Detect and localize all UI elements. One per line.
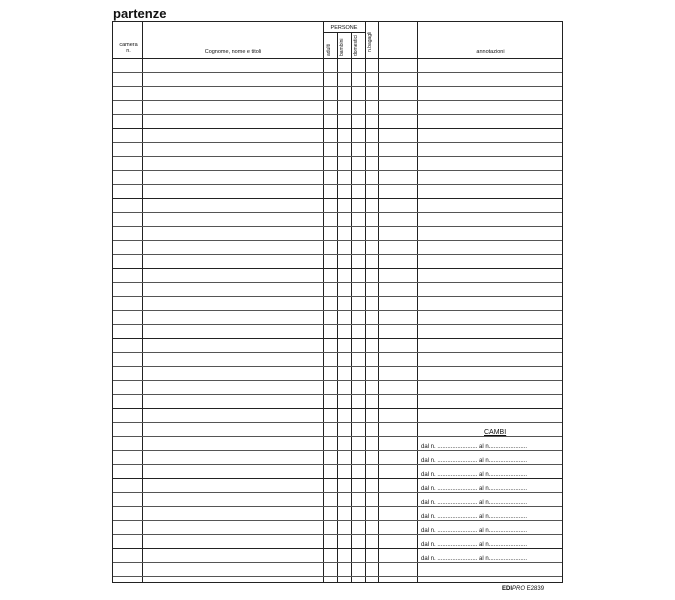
footer-brand-bold: EDI [502, 586, 513, 592]
row-line [113, 562, 562, 563]
row-line [113, 198, 562, 199]
row-line [113, 268, 562, 269]
header-camera-label: camera [119, 42, 138, 48]
row-line [113, 436, 562, 437]
cambi-row: dal n. ........................ al n....................... [421, 514, 528, 520]
row-line [113, 212, 562, 213]
header-bambini: bambini [339, 38, 345, 56]
row-line [113, 296, 562, 297]
row-line [113, 240, 562, 241]
row-line [113, 338, 562, 339]
cambi-row: dal n. ........................ al n....................... [421, 486, 528, 492]
register-table [112, 21, 563, 583]
header-cognome: Cognome, nome e titoli [204, 49, 262, 55]
row-line [113, 352, 562, 353]
row-line [113, 226, 562, 227]
row-line [113, 86, 562, 87]
row-line [113, 254, 562, 255]
row-line [113, 548, 562, 549]
row-line [113, 492, 562, 493]
row-line [113, 366, 562, 367]
header-adulti: adulti [326, 44, 332, 56]
footer-brand [502, 586, 544, 592]
cambi-title: CAMBI [484, 429, 507, 436]
cambi-row: dal n. ........................ al n....................... [421, 556, 528, 562]
column-line [142, 22, 143, 582]
cambi-row: dal n. ........................ al n....................... [421, 458, 528, 464]
row-line [113, 478, 562, 479]
row-line [113, 422, 562, 423]
header-camera [115, 42, 142, 54]
row-line [113, 128, 562, 129]
header-camera-number-label: n. [126, 48, 131, 54]
row-line [113, 380, 562, 381]
cambi-row: dal n. ........................ al n....................... [421, 472, 528, 478]
cambi-row: dal n. ........................ al n....................... [421, 528, 528, 534]
cambi-row: dal n. ........................ al n....................... [421, 444, 528, 450]
row-line [113, 576, 562, 577]
footer-brand-italic: PRO [512, 586, 526, 592]
footer-code: E2839 [526, 586, 545, 592]
row-line [113, 450, 562, 451]
row-line [113, 184, 562, 185]
row-line [113, 310, 562, 311]
cambi-row: dal n. ........................ al n....................... [421, 500, 528, 506]
column-line [378, 22, 379, 582]
row-line [113, 282, 562, 283]
row-line [113, 520, 562, 521]
row-line [113, 170, 562, 171]
persone-divider [323, 32, 365, 33]
header-domestici: domestici [353, 34, 359, 56]
row-line [113, 324, 562, 325]
row-line [113, 394, 562, 395]
header-annotazioni: annotazioni [476, 49, 505, 55]
row-line [113, 72, 562, 73]
row-line [113, 100, 562, 101]
header-persone: PERSONE [330, 25, 358, 31]
row-line [113, 114, 562, 115]
row-line [113, 58, 562, 59]
row-line [113, 156, 562, 157]
row-line [113, 142, 562, 143]
row-line [113, 408, 562, 409]
cambi-row: dal n. ........................ al n....................... [421, 542, 528, 548]
column-line [323, 22, 324, 582]
column-line [365, 22, 366, 582]
column-line [417, 22, 418, 582]
page-title: partenze [113, 6, 167, 21]
row-line [113, 464, 562, 465]
row-line [113, 506, 562, 507]
header-bagagli: n.bagagli [367, 31, 373, 52]
row-line [113, 534, 562, 535]
